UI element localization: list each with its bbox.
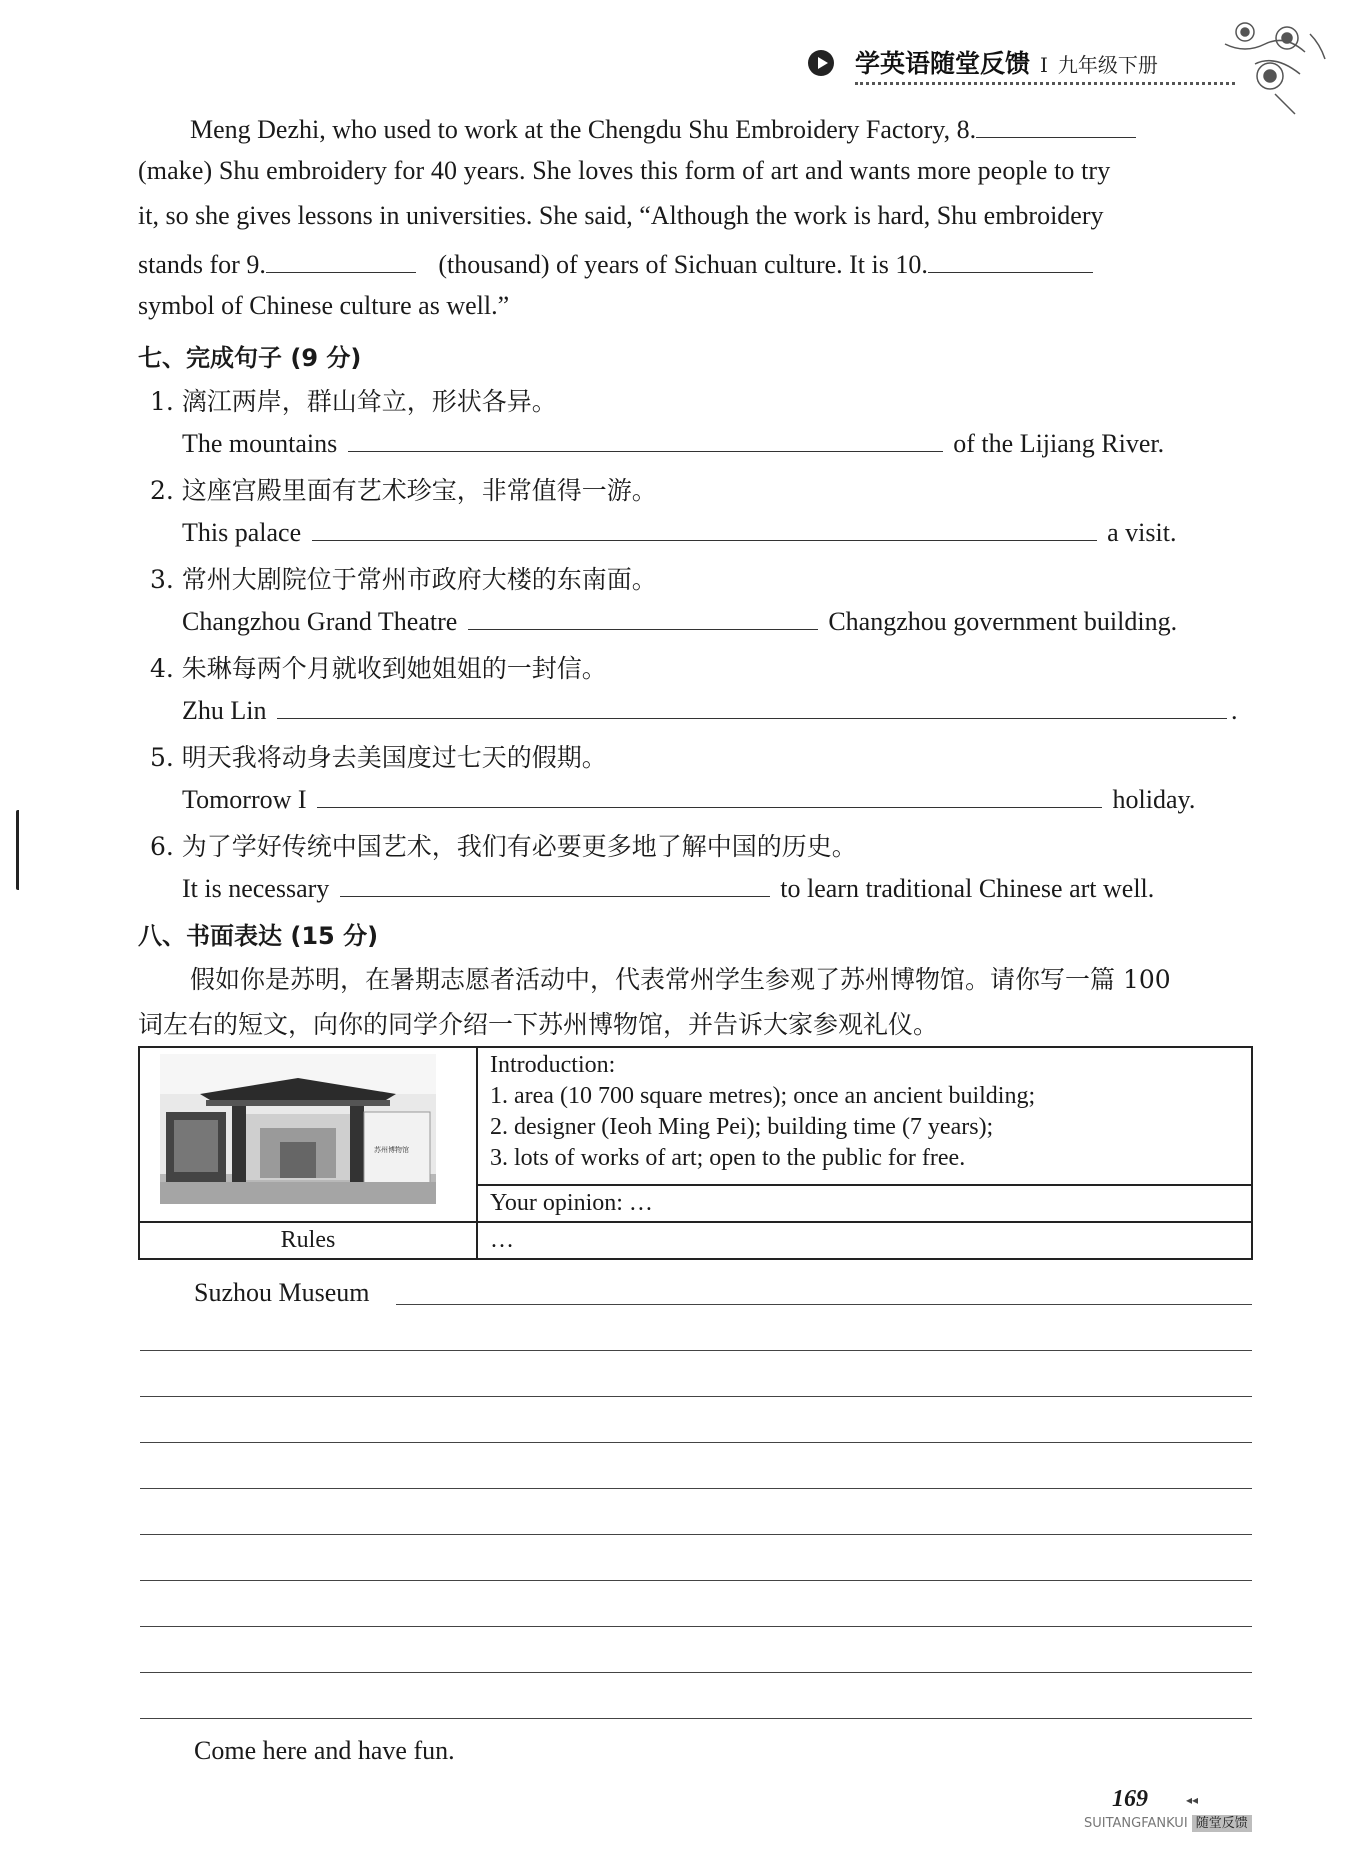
s7-item5-chinese: 5. 明天我将动身去美国度过七天的假期。: [150, 743, 607, 772]
s8-prompt-line1: 假如你是苏明，在暑期志愿者活动中，代表常州学生参观了苏州博物馆。请你写一篇 100: [190, 965, 1171, 994]
page-number: 169: [1112, 1786, 1148, 1812]
essay-line-4[interactable]: [140, 1488, 1252, 1489]
info-table: [138, 1046, 1253, 1260]
essay-line-5[interactable]: [140, 1534, 1252, 1535]
section8-heading: 八、书面表达 (15 分): [138, 922, 379, 950]
margin-mark: [16, 810, 22, 890]
intro-cell: [477, 1047, 1252, 1185]
s7-item4-blank[interactable]: [277, 694, 1227, 719]
intro-item-3: 3. lots of works of art; open to the public for free.: [490, 1145, 966, 1171]
header-separator: I: [1040, 53, 1048, 77]
s7-item2-chinese: 2. 这座宫殿里面有艺术珍宝，非常值得一游。: [150, 476, 657, 505]
essay-end: Come here and have fun.: [194, 1736, 455, 1765]
s8-prompt-line2: 词左右的短文，向你的同学介绍一下苏州博物馆，并告诉大家参观礼仪。: [138, 1010, 939, 1039]
blank-8[interactable]: 8.: [957, 115, 1141, 144]
essay-line-7[interactable]: [140, 1626, 1252, 1627]
s7-item6-blank[interactable]: [340, 872, 770, 897]
essay-line-3[interactable]: [140, 1442, 1252, 1443]
header-dotted-rule: [855, 82, 1235, 85]
s7-item1-chinese: 1. 漓江两岸，群山耸立，形状各异。: [150, 387, 557, 416]
essay-line-6[interactable]: [140, 1580, 1252, 1581]
s7-item6-chinese: 6. 为了学好传统中国艺术，我们有必要更多地了解中国的历史。: [150, 832, 857, 861]
footer-brand-cn: 随堂反馈: [1192, 1815, 1252, 1832]
s7-item5-sentence: Tomorrow I holiday.: [182, 785, 1196, 814]
intro-item-2: 2. designer (Ieoh Ming Pei); building time (7 years);: [490, 1114, 994, 1140]
museum-sign-text: 苏州博物馆: [374, 1146, 409, 1154]
back-arrows-icon: ◂◂: [1186, 1793, 1199, 1807]
passage-line-3: it, so she gives lessons in universities. She said, “Although the work is hard, Shu embroidery: [138, 201, 1104, 230]
intro-label: Introduction:: [490, 1052, 616, 1078]
s7-item1-sentence: The mountains of the Lijiang River.: [182, 429, 1165, 458]
essay-line-0[interactable]: [396, 1304, 1252, 1305]
essay-line-1[interactable]: [140, 1350, 1252, 1351]
s7-item3-sentence: Changzhou Grand Theatre Changzhou government building.: [182, 607, 1178, 636]
rules-label: Rules: [139, 1222, 477, 1259]
s7-item6-sentence: It is necessary to learn traditional Chinese art well.: [182, 874, 1155, 903]
passage-line-1: Meng Dezhi, who used to work at the Chengdu Shu Embroidery Factory, 8.: [190, 113, 1140, 143]
opinion-cell: Your opinion: …: [477, 1185, 1252, 1222]
s7-item4-sentence: Zhu Lin .: [182, 696, 1238, 725]
header-subtitle: 九年级下册: [1057, 53, 1158, 77]
s7-item2-sentence: This palace a visit.: [182, 518, 1177, 547]
play-icon: [808, 50, 834, 76]
footer-brand: [1084, 1812, 1252, 1831]
s7-item1-blank[interactable]: [348, 427, 943, 452]
s7-item3-chinese: 3. 常州大剧院位于常州市政府大楼的东南面。: [150, 565, 657, 594]
passage-line-2: (make) Shu embroidery for 40 years. She loves this form of art and wants more people to try: [138, 156, 1111, 185]
s7-item5-blank[interactable]: [317, 783, 1102, 808]
footer-brand-latin: SUITANGFANKUI: [1084, 1816, 1188, 1831]
s7-item4-chinese: 4. 朱琳每两个月就收到她姐姐的一封信。: [150, 654, 607, 683]
blank-10[interactable]: 10.: [895, 250, 1097, 279]
header-title: 学英语随堂反馈: [855, 49, 1031, 78]
essay-line-8[interactable]: [140, 1672, 1252, 1673]
passage-line-5: symbol of Chinese culture as well.”: [138, 291, 510, 320]
museum-photo: [160, 1054, 436, 1204]
s7-item3-blank[interactable]: [468, 605, 818, 630]
s7-item2-blank[interactable]: [312, 516, 1097, 541]
photo-cell: [139, 1047, 477, 1222]
passage-line-4: stands for 9. (thousand) of years of Sichuan culture. It is 10.: [138, 248, 1097, 278]
blank-9[interactable]: 9.: [246, 250, 420, 279]
rules-value: …: [477, 1222, 1252, 1259]
intro-item-1: 1. area (10 700 square metres); once an ancient building;: [490, 1083, 1036, 1109]
essay-line-9[interactable]: [140, 1718, 1252, 1719]
section7-heading: 七、完成句子 (9 分): [138, 344, 362, 372]
flower-decoration-icon: [1215, 14, 1335, 119]
header-bar: [855, 44, 1158, 80]
essay-line-2[interactable]: [140, 1396, 1252, 1397]
essay-start: Suzhou Museum: [194, 1278, 370, 1307]
